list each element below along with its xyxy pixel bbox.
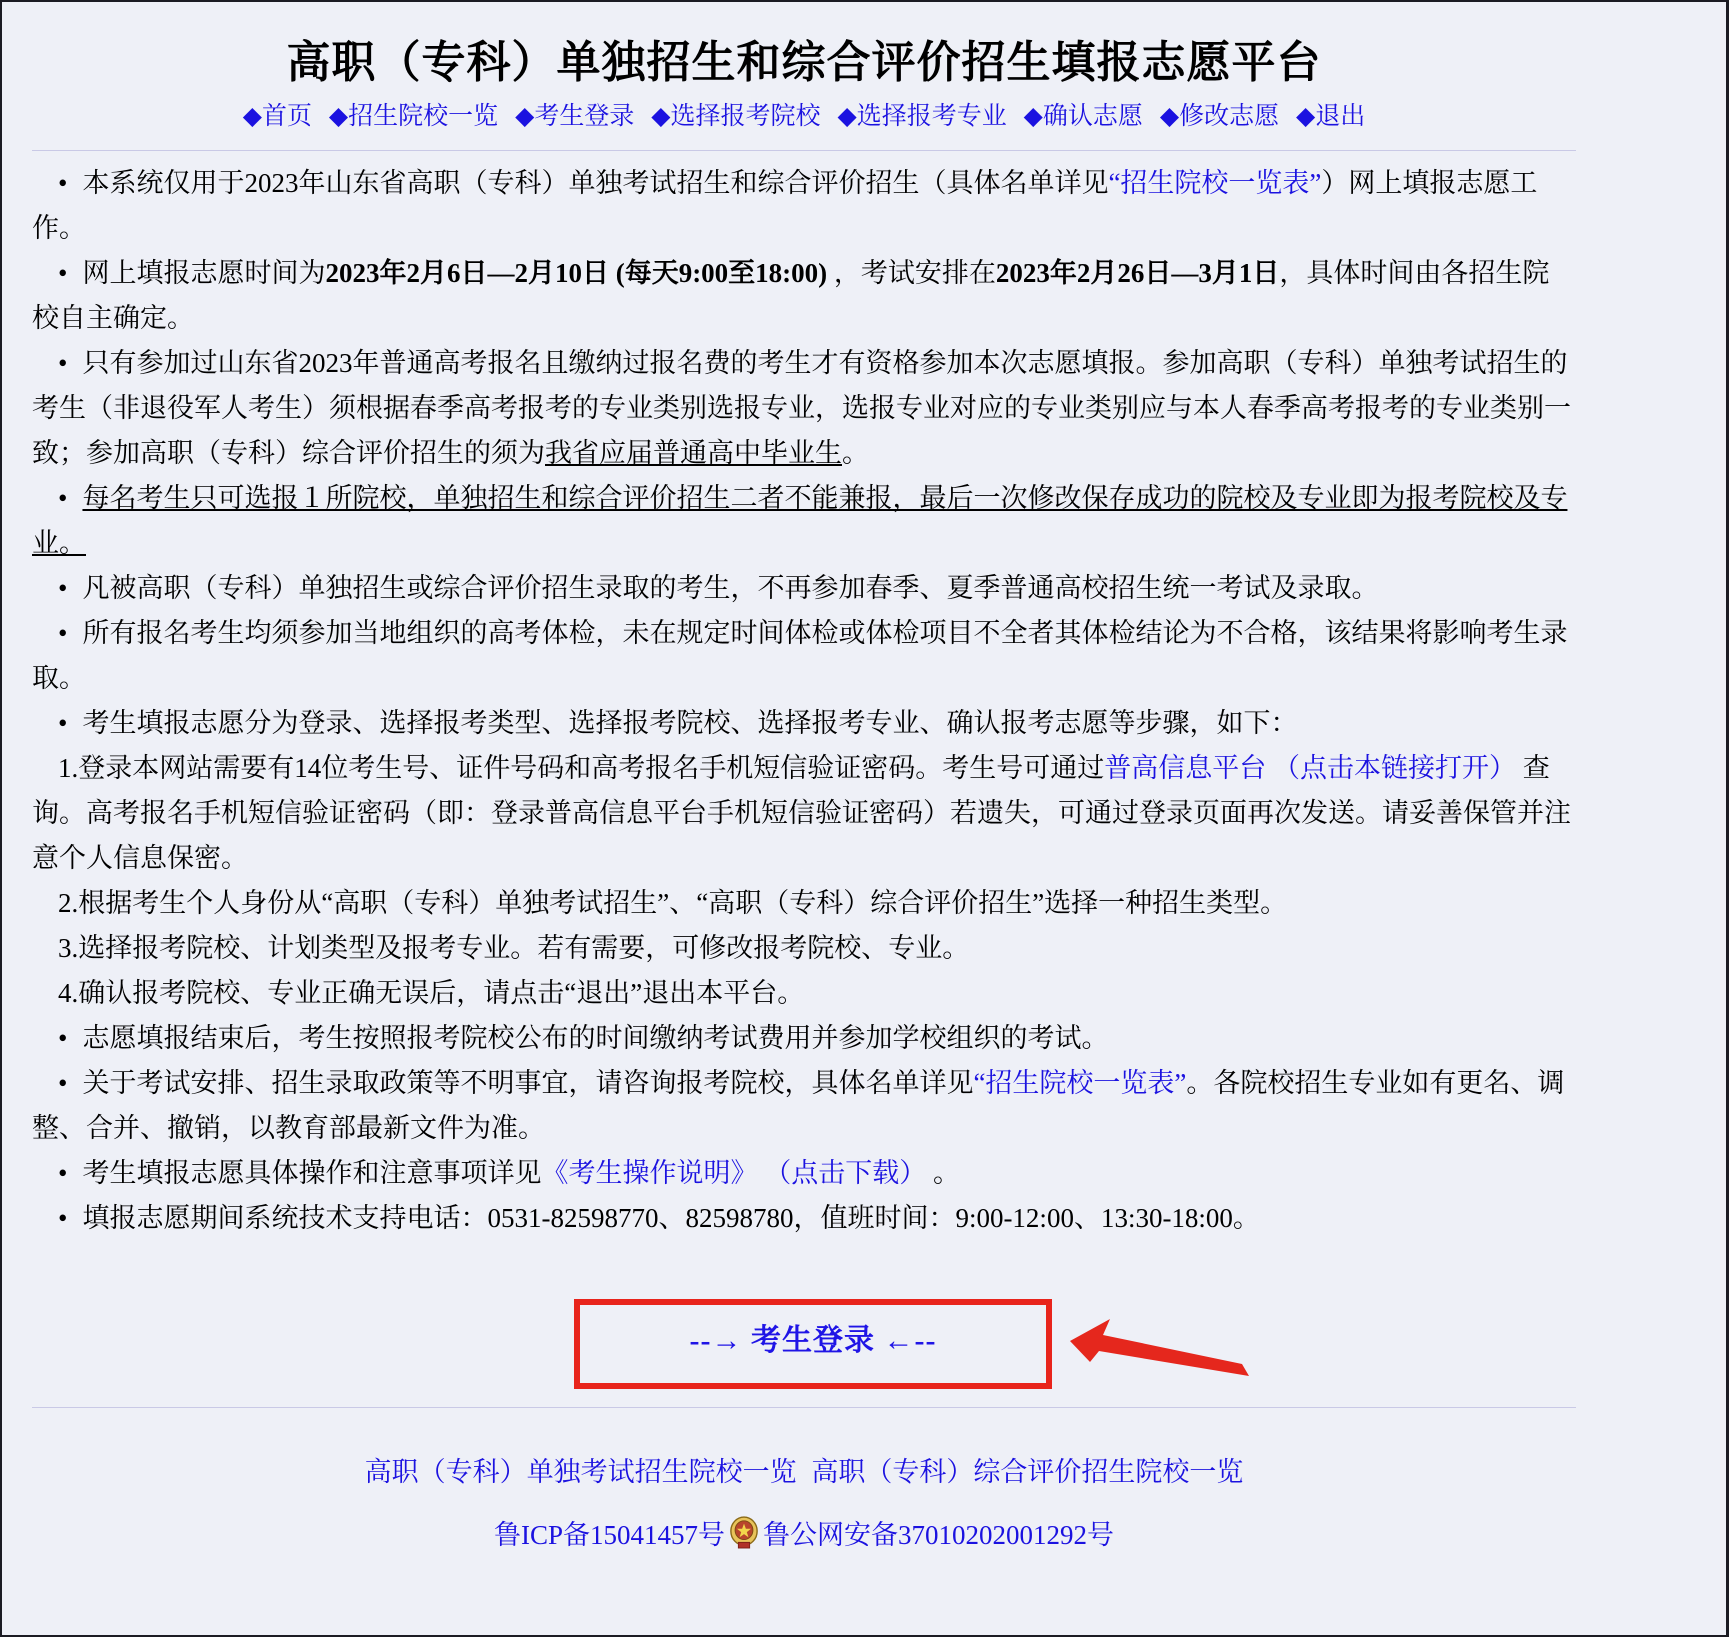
bullet-item [32, 476, 1576, 566]
inline-link[interactable]: “招生院校一览表” [1108, 168, 1322, 198]
nav-link-confirm[interactable]: ◆确认志愿 [1023, 102, 1143, 130]
page-content [32, 26, 1576, 1552]
inline-link[interactable]: 《考生操作说明》 [541, 1158, 758, 1188]
icp-row [32, 1513, 1576, 1552]
text-segment: 。 [926, 1158, 960, 1188]
bullet-marker: • [58, 348, 68, 378]
text-segment: 2023年2月26日—3月1日 [995, 258, 1280, 288]
numbered-item [32, 881, 1576, 926]
bullet-item [32, 566, 1576, 611]
nav-link-modify[interactable]: ◆修改志愿 [1159, 102, 1280, 130]
bullet-marker: • [58, 1203, 68, 1233]
text-segment: 查询。高考报名手机短信验证密码（即：登录普高信息平台手机短信验证密码）若遗失，可通过登录页面再次发送。请妥善保管并注意个人信息保密。 [32, 753, 1571, 873]
bullet-marker: • [58, 483, 68, 513]
text-segment: 本系统仅用于2023年山东省高职（专科）单独考试招生和综合评价招生（具体名单详见 [82, 168, 1109, 198]
text-segment: 网上填报志愿时间为 [82, 258, 326, 288]
numbered-item [32, 746, 1576, 881]
bullet-marker: • [58, 1023, 68, 1053]
nav-link-exit[interactable]: ◆退出 [1296, 102, 1366, 130]
text-segment: 每名考生只可选报１所院校，单独招生和综合评价招生二者不能兼报，最后一次修改保存成功的院校及专业即为报考院校及专业。 [32, 483, 1568, 558]
bullet-marker: • [58, 1068, 68, 1098]
text-segment: 1.登录本网站需要有14位考生号、证件号码和高考报名手机短信验证密码。考生号可通过 [58, 753, 1105, 783]
login-section [32, 1299, 1576, 1391]
footer-link-dandu-list[interactable]: 高职（专科）单独考试招生院校一览 [364, 1457, 797, 1487]
main-nav [32, 96, 1576, 132]
inline-link[interactable]: “招生院校一览表” [973, 1068, 1187, 1098]
text-segment: 2.根据考生个人身份从“高职（专科）单独考试招生”、“高职（专科）综合评价招生”选择一种招生类型。 [58, 888, 1288, 918]
bullet-marker: • [58, 1158, 68, 1188]
bullet-item [32, 341, 1576, 476]
text-segment: 3.选择报考院校、计划类型及报考专业。若有需要，可修改报考院校、专业。 [58, 933, 970, 963]
footer-links [32, 1450, 1576, 1489]
icp-license-link[interactable]: 鲁ICP备15041457号 [493, 1520, 726, 1550]
text-segment: 。 [842, 438, 869, 468]
login-box [574, 1299, 1052, 1389]
text-segment: 凡被高职（专科）单独招生或综合评价招生录取的考生，不再参加春季、夏季普通高校招生统一考试及录取。 [82, 573, 1379, 603]
text-segment: 所有报名考生均须参加当地组织的高考体检，未在规定时间体检或体检项目不全者其体检结论为不合格，该结果将影响考生录取。 [32, 618, 1568, 693]
text-segment: 志愿填报结束后，考生按照报考院校公布的时间缴纳考试费用并参加学校组织的考试。 [82, 1023, 1109, 1053]
inline-link[interactable]: （点击下载） [764, 1158, 927, 1188]
text-segment: 。各院校招生专业如有更名、调整、合并、撤销，以教育部最新文件为准。 [32, 1068, 1565, 1143]
public-security-badge-icon [729, 1516, 759, 1550]
bullet-marker: • [58, 708, 68, 738]
nav-link-candidate-login[interactable]: ◆考生登录 [515, 102, 635, 130]
bullet-marker: • [58, 618, 68, 648]
nav-link-choose-school[interactable]: ◆选择报考院校 [651, 102, 821, 130]
red-arrow-annotation-icon [1068, 1317, 1252, 1379]
text-segment: 4.确认报考院校、专业正确无误后，请点击“退出”退出本平台。 [58, 978, 805, 1008]
bullet-item [32, 1061, 1576, 1151]
bullet-item [32, 161, 1576, 251]
bullet-item [32, 701, 1576, 746]
text-segment: ，考试安排在 [827, 258, 996, 288]
nav-link-choose-major[interactable]: ◆选择报考专业 [837, 102, 1007, 130]
bullet-item [32, 611, 1576, 701]
text-segment: 2023年2月6日—2月10日 (每天9:00至18:00) [325, 258, 828, 288]
text-segment: ，具体时间由各招生院校自主确定。 [32, 258, 1550, 333]
footer-divider [32, 1407, 1576, 1408]
page-title: 高职（专科）单独招生和综合评价招生填报志愿平台 [286, 38, 1322, 87]
text-segment: 关于考试安排、招生录取政策等不明事宜，请咨询报考院校，具体名单详见 [82, 1068, 974, 1098]
text-segment: 考生填报志愿分为登录、选择报考类型、选择报考院校、选择报考专业、确认报考志愿等步骤，如下： [82, 708, 1298, 738]
nav-link-school-list[interactable]: ◆招生院校一览 [328, 102, 499, 130]
header-divider [32, 150, 1576, 151]
security-record-link[interactable]: 鲁公网安备37010202001292号 [763, 1520, 1115, 1550]
footer-link-zonghe-list[interactable]: 高职（专科）综合评价招生院校一览 [811, 1457, 1244, 1487]
nav-link-home[interactable]: ◆首页 [242, 102, 312, 130]
bullet-item [32, 251, 1576, 341]
bullet-item [32, 1151, 1576, 1196]
inline-link[interactable]: 普高信息平台 （点击本链接打开） [1104, 753, 1516, 783]
text-segment: 考生填报志愿具体操作和注意事项详见 [82, 1158, 542, 1188]
instructions-list [32, 161, 1576, 1241]
bullet-marker: • [58, 168, 68, 198]
bullet-marker: • [58, 573, 68, 603]
text-segment: 我省应届普通高中毕业生 [545, 438, 842, 468]
numbered-item [32, 971, 1576, 1016]
text-segment: 填报志愿期间系统技术支持电话：0531-82598770、82598780，值班时间：9:00-12:00、13:30-18:00。 [82, 1203, 1260, 1233]
bullet-item [32, 1016, 1576, 1061]
bullet-item [32, 1196, 1576, 1241]
bullet-marker: • [58, 258, 68, 288]
text-segment: 只有参加过山东省2023年普通高考报名且缴纳过报名费的考生才有资格参加本次志愿填报。参加高职（专科）单独考试招生的考生（非退役军人考生）须根据春季高考报考的专业类别选报专业，选报专业对应的专业类别应与本人春季高考报考的专业类别一致；参加高职（专科）综合评价招生的须为 [32, 348, 1571, 468]
candidate-login-link[interactable]: --→ 考生登录 ←-- [689, 1324, 937, 1357]
numbered-item [32, 926, 1576, 971]
text-segment: ）网上填报志愿工作。 [32, 168, 1538, 243]
